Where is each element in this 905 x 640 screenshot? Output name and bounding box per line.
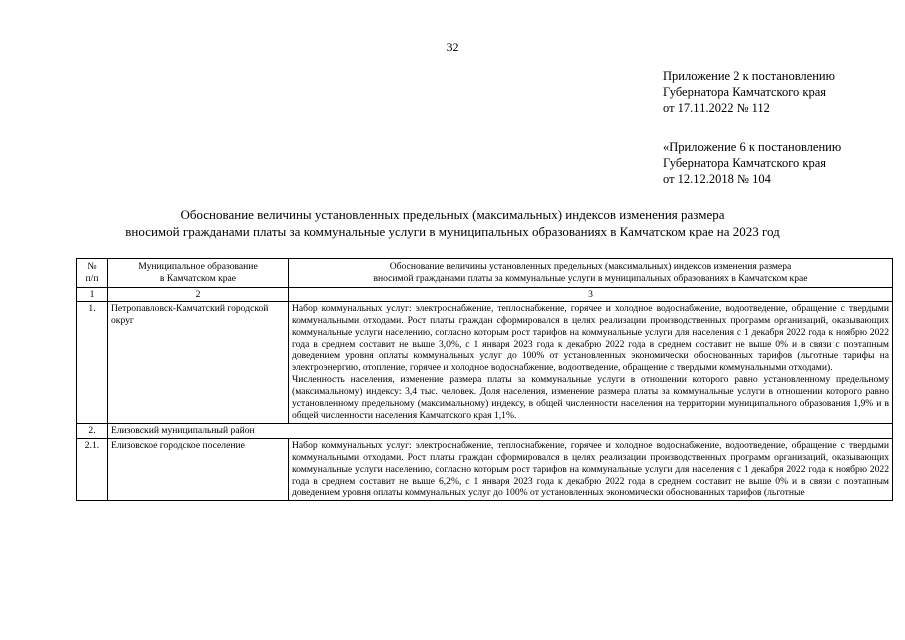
appendix-current-line-2: Губернатора Камчатского края <box>663 85 827 99</box>
page-number: 32 <box>446 40 459 54</box>
document-title-line-1: Обоснование величины установленных предельных (максимальных) индексов изменения размера <box>180 207 725 222</box>
appendix-original-line-3: от 12.12.2018 № 104 <box>663 172 771 186</box>
justification-paragraph: Численность населения, изменение размера платы за коммунальные услуги в отношении которого равно установленному предельному (максимальному) индексу: 3,4 тыс. человек. Доля населения, изменение размера платы за коммунальные услуги в отношении которого равно установленному предельному (максимальному) индексу, в общей численности населения на территории муниципального образования 1,9% и в общей численности населения Камчатского края 1,1%. <box>292 374 889 421</box>
document-title <box>0 206 905 240</box>
header-number-line-2: п/п <box>85 272 99 284</box>
appendix-original-line-2: Губернатора Камчатского края <box>663 156 827 170</box>
header-justification <box>289 259 893 288</box>
header-municipality <box>108 259 289 288</box>
column-number-3: 3 <box>289 287 893 301</box>
header-justification-line-2: вносимой гражданами платы за коммунальные услуги в муниципальных образованиях в Камчатском крае <box>373 272 808 284</box>
column-number-1: 1 <box>77 287 108 301</box>
row-municipality: Елизовское городское поселение <box>108 438 289 501</box>
row-number: 2. <box>77 423 108 438</box>
row-number: 2.1. <box>77 438 108 501</box>
column-number-row <box>77 287 893 301</box>
header-number-line-1: № <box>87 261 97 272</box>
table-header-row <box>77 259 893 288</box>
appendix-current-line-1: Приложение 2 к постановлению <box>663 69 835 83</box>
table-row <box>77 438 893 501</box>
justification-paragraph: Набор коммунальных услуг: электроснабжение, теплоснабжение, горячее и холодное водоснабжение, водоотведение, обращение с твердыми коммунальными отходами. Рост платы граждан сформировался в целях реализации производственных программ организаций, оказывающих коммунальные услуги населению, согласно которым рост тарифов на коммунальные услуги для населения с 1 декабря 2022 года к ноябрю 2022 года в среднем составит не выше 6,2%, с 1 января 2023 года к декабрю 2022 года в среднем составит не выше 0% и в связи с поэтапным доведением уровня оплаты коммунальных услуг до 100% от установленных экономически обоснованных тарифов (льготные <box>292 439 889 499</box>
justification-table <box>76 258 893 501</box>
column-number-2: 2 <box>108 287 289 301</box>
row-number: 1. <box>77 301 108 423</box>
header-municipality-line-2: в Камчатском крае <box>159 272 237 284</box>
row-justification <box>289 438 893 501</box>
row-justification <box>289 301 893 423</box>
appendix-reference-current <box>663 68 835 116</box>
header-justification-line-1: Обоснование величины установленных предельных (максимальных) индексов изменения размера <box>389 261 792 272</box>
header-municipality-line-1: Муниципальное образование <box>138 261 258 272</box>
appendix-current-line-3: от 17.11.2022 № 112 <box>663 101 770 115</box>
row-municipality: Петропавловск-Камчатский городской округ <box>108 301 289 423</box>
justification-paragraph: Набор коммунальных услуг: электроснабжение, теплоснабжение, горячее и холодное водоснабжение, водоотведение, обращение с твердыми коммунальными отходами. Рост платы граждан сформировался в целях реализации производственных программ организаций, оказывающих коммунальные услуги населению, согласно которым рост тарифов на коммунальные услуги для населения с 1 декабря 2022 года к ноябрю 2022 года в среднем составит не выше 3,0%, с 1 января 2023 года к декабрю 2022 года в среднем составит не выше 0% и в связи с поэтапным доведением уровня оплаты коммунальных услуг до 100% от установленных экономически обоснованных тарифов (льготные тарифы на электроэнергию, отопление, горячее и холодное водоснабжение, водоотведение, обращение с твердыми коммунальными отходами). <box>292 302 889 374</box>
table-row <box>77 423 893 438</box>
table-row <box>77 301 893 423</box>
row-municipality-group: Елизовский муниципальный район <box>108 423 893 438</box>
page-bottom-margin <box>0 582 905 640</box>
appendix-reference-original <box>663 139 841 187</box>
header-number <box>77 259 108 288</box>
appendix-original-line-1: «Приложение 6 к постановлению <box>663 140 842 154</box>
document-title-line-2: вносимой гражданами платы за коммунальные услуги в муниципальных образованиях в Камчатском крае на 2023 год <box>125 224 780 239</box>
